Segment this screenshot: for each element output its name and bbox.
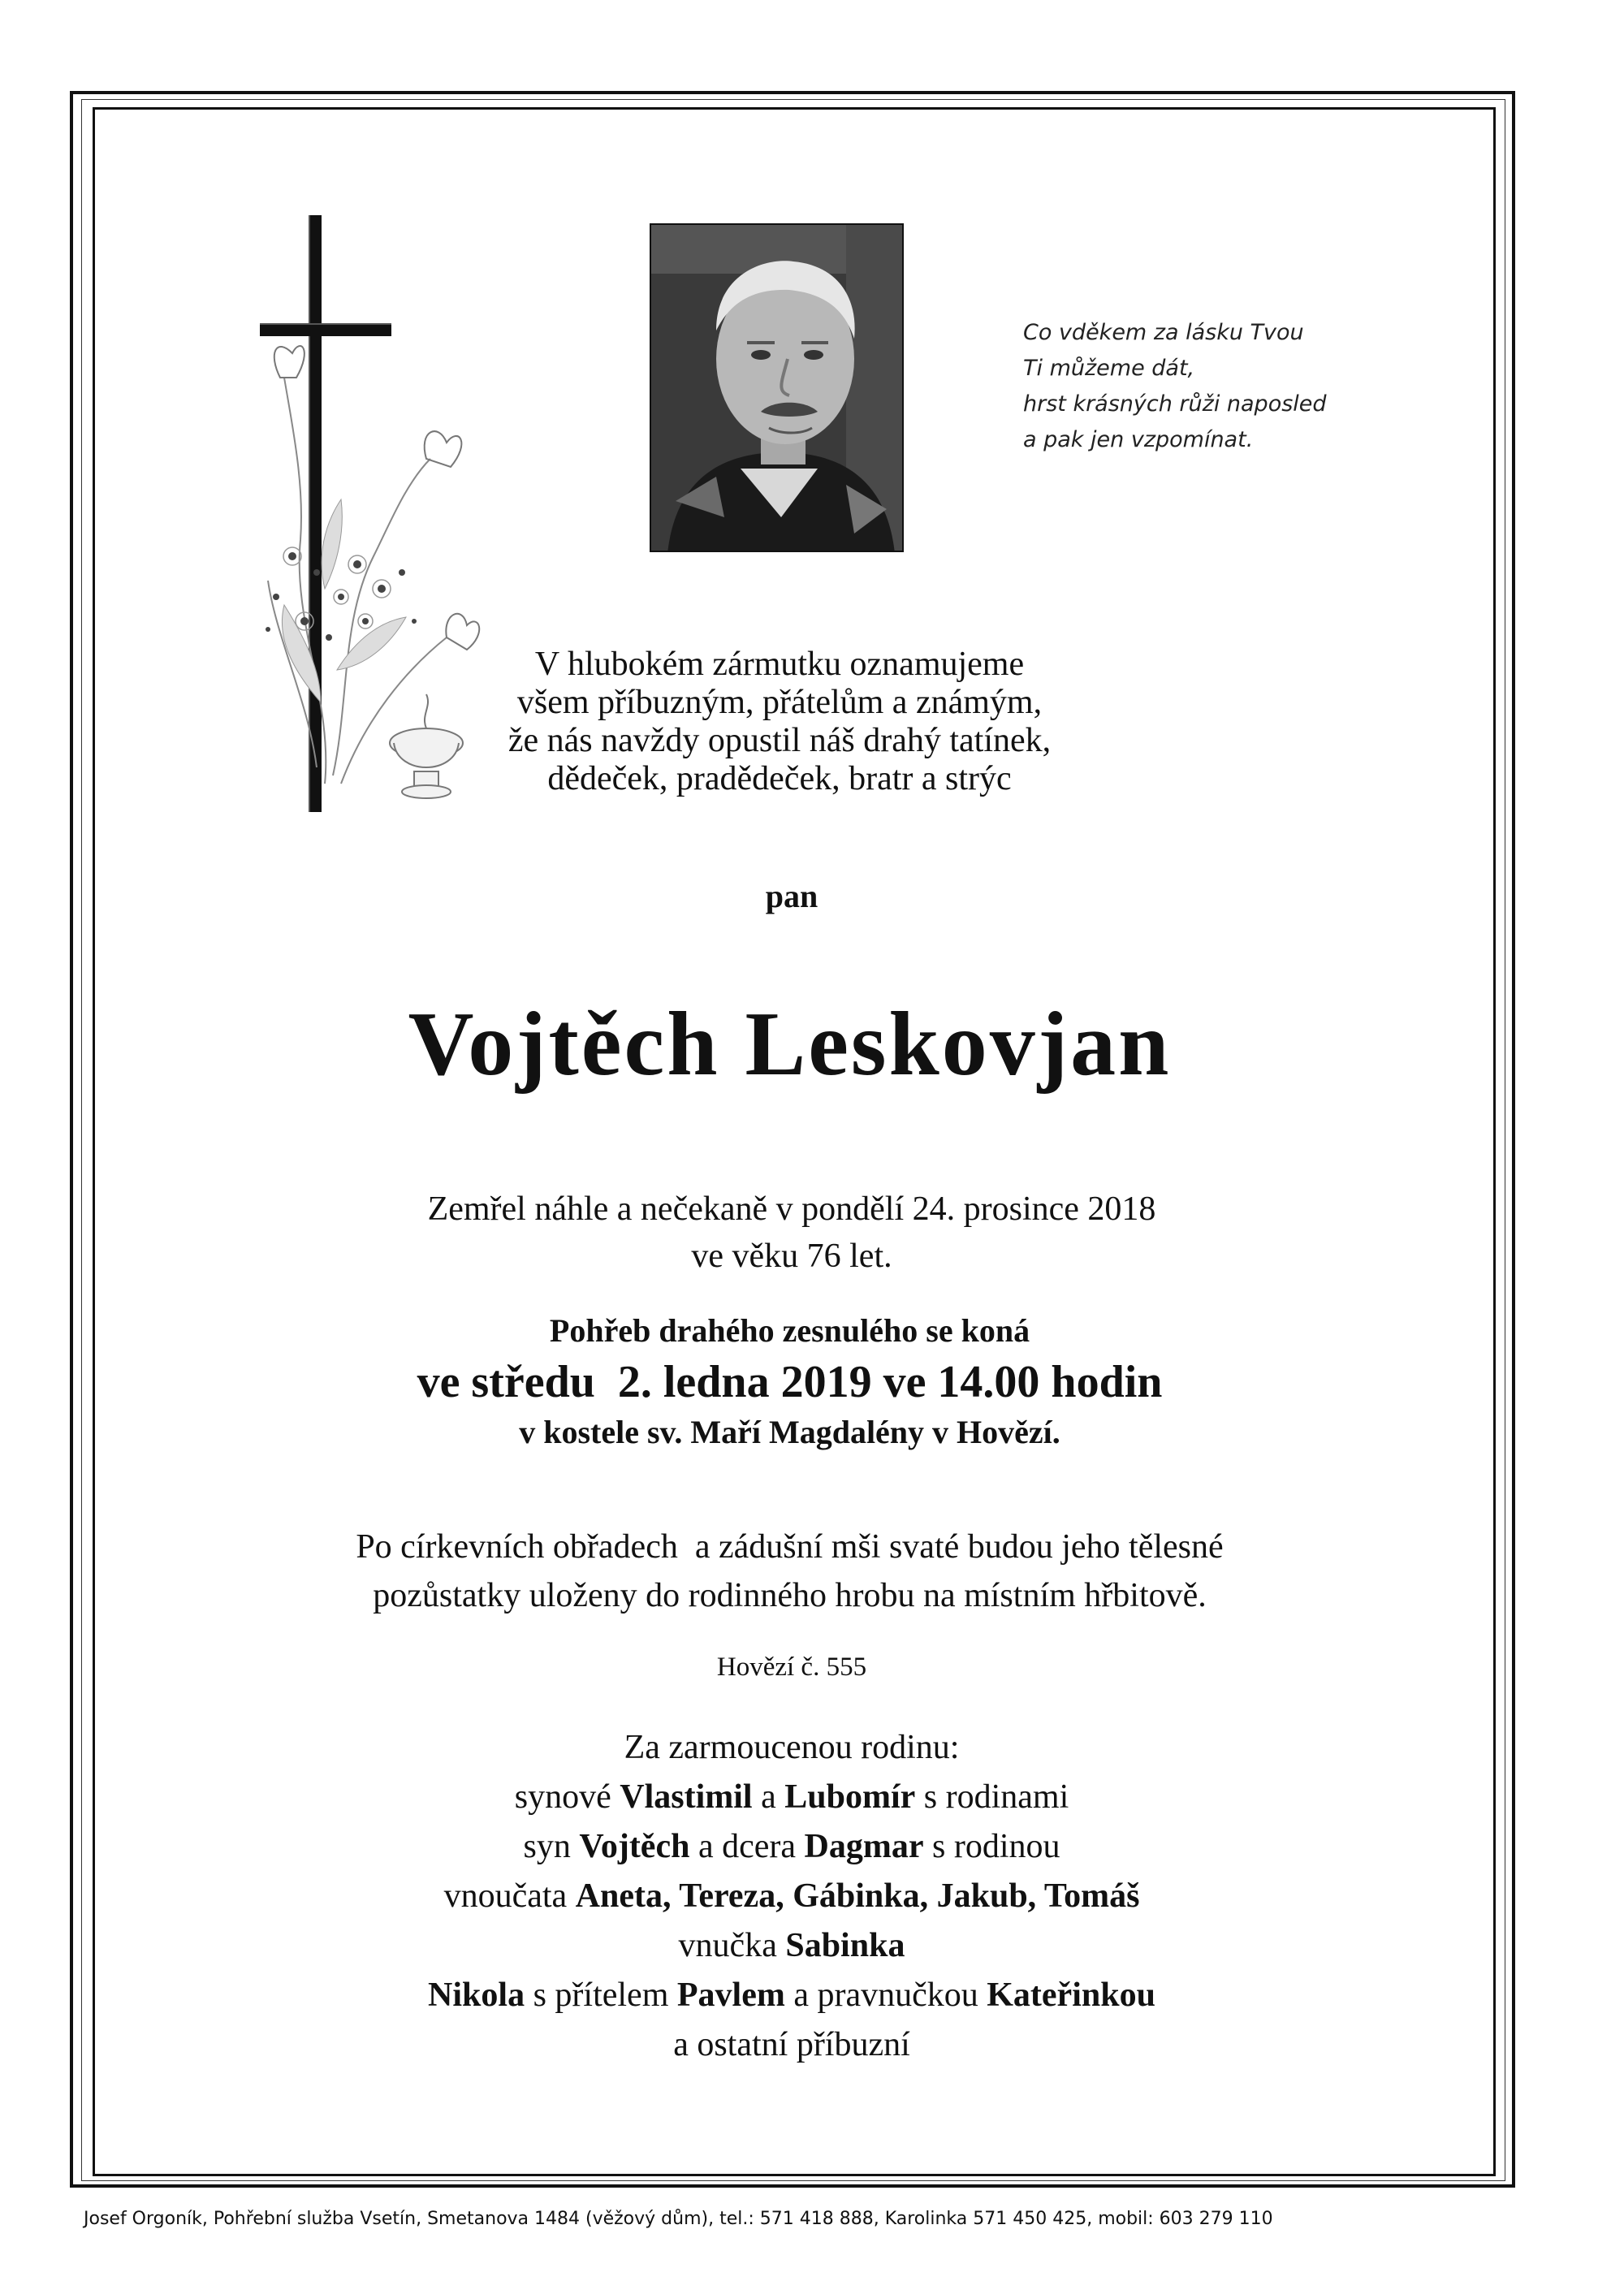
family-row — [0, 1971, 1583, 2020]
memorial-poem — [1023, 315, 1364, 458]
family-text: syn — [523, 1828, 580, 1865]
intro-line: dědeček, pradědeček, bratr a strýc — [547, 760, 1012, 797]
funeral-heading: Pohřeb drahého zesnulého se koná — [549, 1312, 1030, 1349]
family-member-name: Dagmar — [804, 1828, 924, 1865]
intro-line: V hlubokém zármutku oznamujeme — [534, 646, 1025, 683]
family-text: s přítelem — [525, 1976, 677, 2014]
announcement-intro — [434, 646, 1125, 798]
poem-line: a pak jen vzpomínat. — [1023, 427, 1254, 452]
burial-line: pozůstatky uloženy do rodinného hrobu na místním hřbitově. — [373, 1577, 1207, 1614]
portrait-photo — [650, 223, 904, 552]
family-text: a — [752, 1778, 785, 1816]
family-member-name: Aneta, Tereza, Gábinka, Jakub, Tomáš — [575, 1877, 1140, 1915]
burial-line: Po církevních obřadech a zádušní mši svaté budou jeho tělesné — [356, 1528, 1224, 1566]
death-info — [0, 1186, 1583, 1280]
family-text: a dcera — [689, 1828, 805, 1865]
family-member-name: Pavlem — [676, 1976, 785, 2014]
family-row — [0, 1773, 1583, 1822]
family-text: s rodinou — [923, 1828, 1060, 1865]
deceased-name: Vojtěch Leskovjan — [408, 994, 1172, 1095]
family-text: vnučka — [678, 1927, 786, 1964]
family-list — [0, 1723, 1583, 2070]
intro-line: všem příbuzným, přátelům a známým, — [516, 684, 1043, 721]
poem-line: hrst krásných růži naposled — [1023, 391, 1327, 417]
family-row — [0, 1822, 1583, 1872]
family-member-name: Lubomír — [784, 1778, 916, 1816]
funeral-location: v kostele sv. Maří Magdalény v Hovězí. — [519, 1414, 1060, 1450]
family-row — [0, 1872, 1583, 1921]
family-member-name: Vlastimil — [620, 1778, 753, 1816]
age-line: ve věku 76 let. — [691, 1238, 892, 1275]
family-member-name: Nikola — [428, 1976, 525, 2014]
family-closing: a ostatní příbuzní — [673, 2026, 910, 2063]
family-row — [0, 1921, 1583, 1971]
family-heading: Za zarmoucenou rodinu: — [624, 1729, 960, 1766]
funeral-service-footer: Josef Orgoník, Pohřební služba Vsetín, Smetanova 1484 (věžový dům), tel.: 571 418 888, Karolinka 571 450 425, mobil: 603 279 110 — [84, 2209, 1273, 2229]
intro-line: že nás navždy opustil náš drahý tatínek, — [508, 722, 1052, 759]
family-address: Hovězí č. 555 — [716, 1652, 867, 1682]
family-text: s rodinami — [915, 1778, 1069, 1816]
poem-line: Co vděkem za lásku Tvou — [1023, 320, 1304, 345]
family-text: synové — [514, 1778, 620, 1816]
family-text: a pravnučkou — [784, 1976, 987, 2014]
family-member-name: Sabinka — [785, 1927, 905, 1964]
burial-info — [0, 1523, 1579, 1620]
funeral-datetime: ve středu 2. ledna 2019 ve 14.00 hodin — [417, 1357, 1163, 1407]
poem-line: Ti můžeme dát, — [1023, 356, 1195, 381]
family-member-name: Kateřinkou — [987, 1976, 1155, 2014]
family-text: vnoučata — [443, 1877, 576, 1915]
family-member-name: Vojtěch — [579, 1828, 690, 1865]
death-line: Zemřel náhle a nečekaně v pondělí 24. prosince 2018 — [427, 1190, 1156, 1228]
title-prefix: pan — [765, 878, 818, 914]
